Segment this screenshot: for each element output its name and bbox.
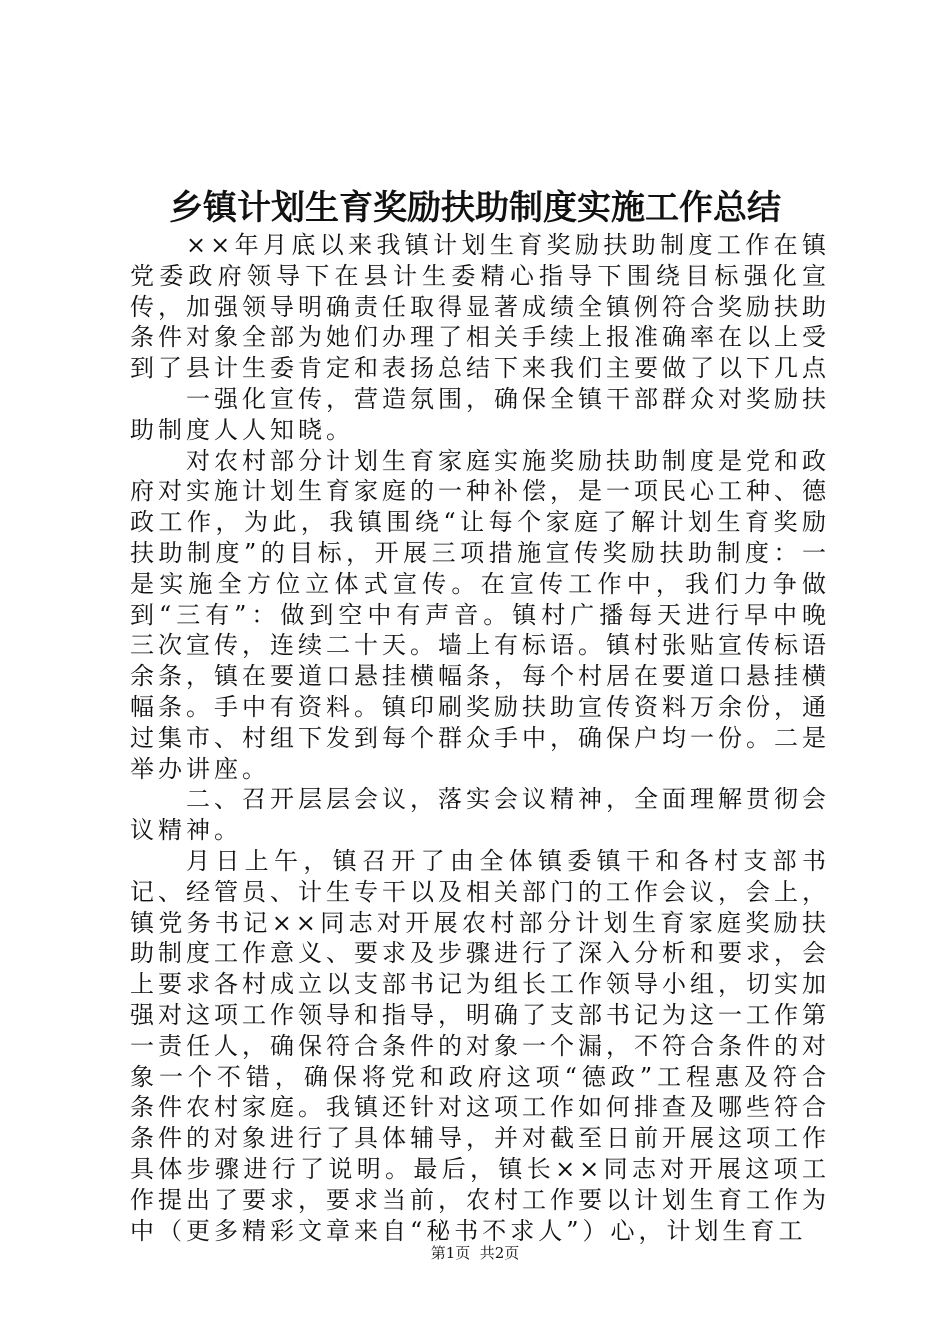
document-title: 乡镇计划生育奖励扶助制度实施工作总结 [169,188,781,228]
paragraph-publicity: 对农村部分计划生育家庭实施奖励扶助制度是党和政府对实施计划生育家庭的一种补偿，是一项民心工种、德政工作，为此，我镇围绕“让每个家庭了解计划生育奖励扶助制度”的目标，开展三项措施宣传奖励扶助制度：一是实施全方位立体式宣传。在宣传工作中，我们力争做到“三有”：做到空中有声音。镇村广播每天进行早中晚三次宣传，连续二十天。墙上有标语。镇村张贴宣传标语余条，镇在要道口悬挂横幅条，每个村居在要道口悬挂横幅条。手中有资料。镇印刷奖励扶助宣传资料万余份，通过集市、村组下发到每个群众手中，确保户均一份。二是举办讲座。 [130,446,830,783]
paragraph-intro: ××年月底以来我镇计划生育奖励扶助制度工作在镇党委政府领导下在县计生委精心指导下围绕目标强化宣传，加强领导明确责任取得显著成绩全镇例符合奖励扶助条件对象全部为她们办理了相关手续上报准确率在以上受到了县计生委肯定和表扬总结下来我们主要做了以下几点 [130,231,830,383]
page-number-footer [0,1243,950,1263]
page-number-text: 第1页 共2页 [430,1244,520,1262]
paragraph-meeting: 月日上午，镇召开了由全体镇委镇干和各村支部书记、经管员、计生专干以及相关部门的工作会议，会上，镇党务书记××同志对开展农村部分计划生育家庭奖励扶助制度工作意义、要求及步骤进行了深入分析和要求，会上要求各村成立以支部书记为组长工作领导小组，切实加强对这项工作领导和指导，明确了支部书记为这一工作第一责任人，确保符合条件的对象一个漏，不符合条件的对象一个不错，确保将党和政府这项“德政”工程惠及符合条件农村家庭。我镇还针对这项工作如何排查及哪些符合条件的对象进行了具体辅导，并对截至日前开展这项工作具体步骤进行了说明。最后，镇长××同志对开展这项工作提出了要求，要求当前，农村工作要以计划生育工作为中（更多精彩文章来自“秘书不求人”）心，计划生育工 [130,846,830,1245]
paragraph-heading-1: 一强化宣传，营造氛围，确保全镇干部群众对奖励扶助制度人人知晓。 [130,384,830,444]
paragraph-heading-2: 二、召开层层会议，落实会议精神，全面理解贯彻会议精神。 [130,785,830,845]
document-body [130,230,830,1246]
